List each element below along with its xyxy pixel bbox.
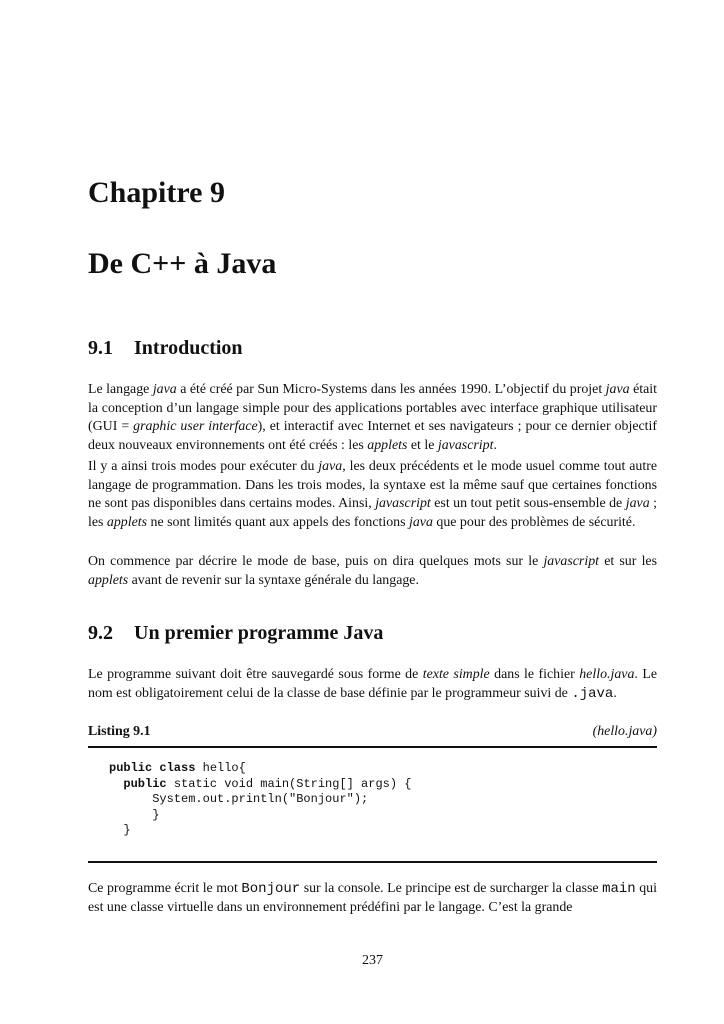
text-run: . [493,437,497,453]
text-run: dans le fichier [489,667,580,682]
listing-filename: (hello.java) [592,724,657,739]
listing-header [88,724,657,740]
section-title: Introduction [134,337,243,359]
text-run: est un tout petit sous-ensemble de [430,496,626,511]
code-keyword: public class [109,761,196,775]
text-run: Le programme suivant doit être sauvegardé sous forme de [88,667,423,682]
page-number: 237 [362,953,383,968]
text-run: , les deux précédents et le mode usuel comme tout autre langage de programmation. Dans les trois modes, la syntaxe est la même sauf que certaines fonctions ne sont pas disponibles dans certains modes. Ainsi, [88,459,657,511]
code-line: } [109,807,160,822]
text-run: Il y a ainsi trois modes pour exécuter du [88,459,319,474]
program-paragraph-1 [88,666,657,703]
code-line: System.out.println("Bonjour"); [109,792,369,806]
filename: hello.java [579,667,635,682]
document-page [88,0,657,1024]
listing-top-rule [88,746,657,748]
text-run: ), et interactif avec Internet et ses navigateurs ; pour ce dernier objectif deux nouveaux environnements ont été créés : les [88,419,658,453]
emphasis: javascript [437,437,494,453]
section-number: 9.1 [88,337,113,359]
intro-paragraph-2 [88,458,657,532]
listing-label: Listing 9.1 [88,724,151,739]
emphasis: java [152,382,177,397]
section-heading-first-program [88,622,383,645]
text-run: ne sont limités quant aux appels des fonctions [147,514,409,530]
inline-code: Bonjour [241,881,301,897]
program-paragraph-2 [88,880,657,917]
text-run: sur la console. Le principe est de surcharger la classe [300,881,603,896]
emphasis: applets [88,572,129,588]
text-run: Ce programme écrit le mot [88,881,242,896]
text-run: était la conception d’un langage simple pour des applications portables avec interface graphique utilisateur (GUI = [88,382,657,434]
text-run: et le [407,437,438,453]
section-heading-introduction [88,337,243,360]
inline-code: main [602,881,636,897]
emphasis: java [409,514,433,530]
intro-paragraph-3 [88,553,657,590]
inline-code: .java [571,685,614,702]
emphasis: java [605,382,630,397]
text-run: . [613,685,617,701]
text-run: que pour des problèmes de sécurité. [432,514,636,530]
intro-paragraph-1 [88,381,657,455]
code-indent [109,777,123,791]
text-run: et sur les [599,554,657,569]
chapter-number: Chapitre 9 [88,176,225,209]
emphasis: javascript [543,554,599,569]
chapter-title: De C++ à Java [88,247,277,280]
code-listing [109,761,411,839]
code-text: hello{ [195,761,246,775]
listing-bottom-rule [88,861,657,863]
text-run: a été créé par Sun Micro-Systems dans les années 1990. L’objectif du projet [176,382,606,397]
text-run: On commence par décrire le mode de base, puis on dira quelques mots sur le [88,554,544,569]
emphasis: applets [367,437,408,453]
text-run: . Le nom est obligatoirement celui de la classe de base définie par le programmeur suivi de [88,667,657,701]
code-keyword: public [123,776,167,791]
emphasis: java [625,496,650,511]
section-number: 9.2 [88,622,113,644]
code-line: } [109,823,131,837]
emphasis: javascript [375,496,431,511]
emphasis: java [318,459,343,474]
code-text: static void main(String[] args) { [166,776,412,791]
text-run: Le langage [88,382,153,397]
text-run: ; les [88,496,657,530]
text-run: qui est une classe virtuelle dans un environnement prédéfini par le langage. C’est la grande [88,881,657,915]
section-title: Un premier programme Java [134,622,384,644]
emphasis: applets [106,514,148,530]
text-run: avant de revenir sur la syntaxe générale du langage. [128,572,419,588]
emphasis: graphic user interface [133,419,258,434]
emphasis: texte simple [422,667,490,682]
